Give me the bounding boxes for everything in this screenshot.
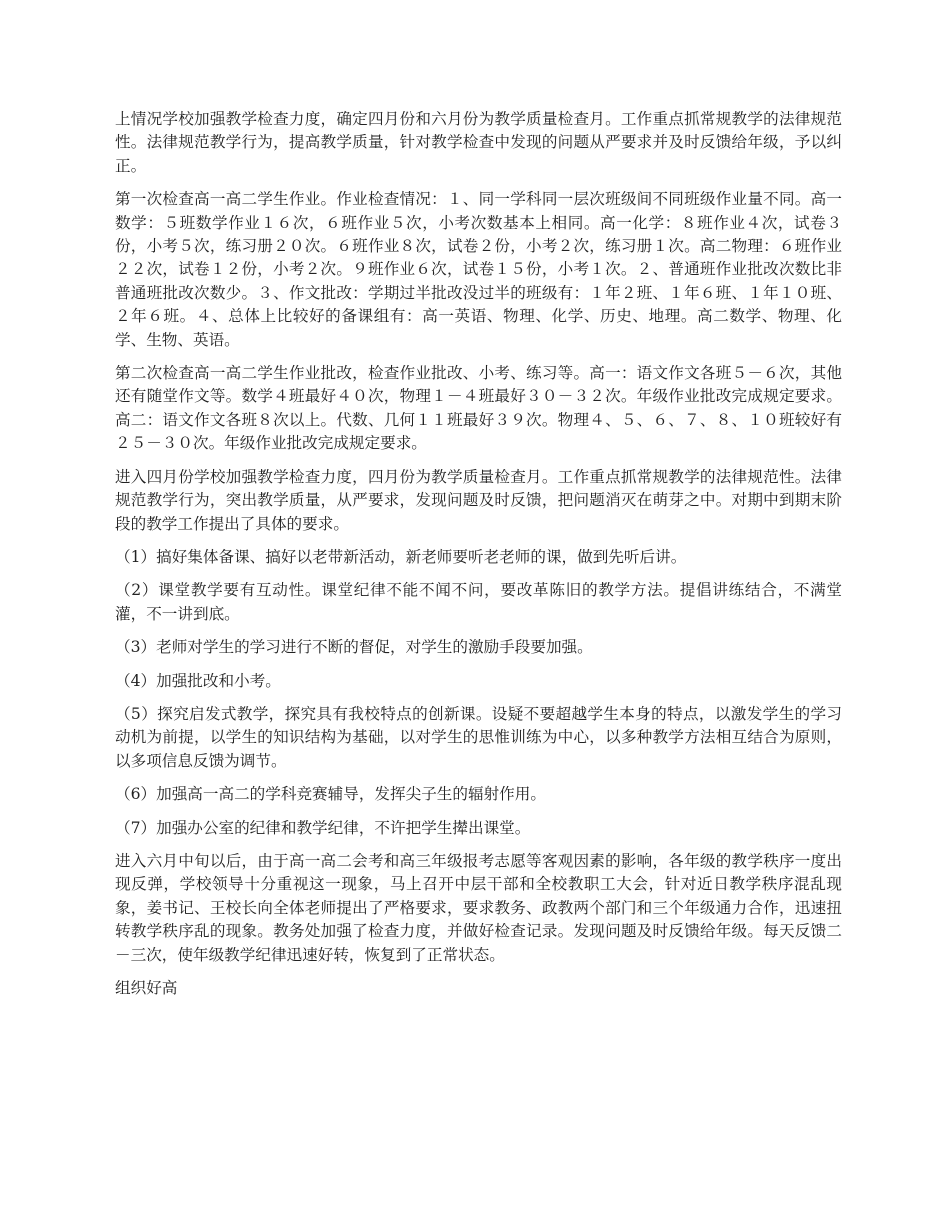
- paragraph-april-inspection: 进入四月份学校加强教学检查力度，四月份为教学质量检查月。工作重点抓常规教学的法律规范性。法律规范教学行为，突出教学质量，从严要求，发现问题及时反馈，把问题消灭在萌芽之中。对期中到期末阶段的教学工作提出了具体的要求。: [115, 467, 842, 533]
- requirement-item-3: （3）老师对学生的学习进行不断的督促，对学生的激励手段要加强。: [115, 638, 593, 657]
- paragraph-inspection-intro: 上情况学校加强教学检查力度，确定四月份和六月份为教学质量检查月。工作重点抓常规教学的法律规范性。法律规范教学行为，提高教学质量，针对教学检查中发现的问题从严要求并及时反馈给年级，予以纠正。: [115, 110, 842, 175]
- paragraph-trailing-fragment: 组织好高: [115, 979, 178, 997]
- requirement-item-5: （5）探究启发式教学，探究具有我校特点的创新课。设疑不要超越学生本身的特点，以激发学生的学习动机为前提，以学生的知识结构为基础，以对学生的思惟训练为中心，以多种教学方法相互结合为原则，以多项信息反馈为调节。: [115, 704, 842, 770]
- document-page: [115, 108, 842, 1010]
- requirement-item-7: （7）加强办公室的纪律和教学纪律，不许把学生撵出课堂。: [115, 818, 531, 837]
- requirement-item-1: （1）搞好集体备课、搞好以老带新活动，新老师要听老老师的课，做到先听后讲。: [115, 547, 687, 566]
- paragraph-first-inspection: 第一次检查高一高二学生作业。作业检查情况：１、同一学科同一层次班级间不同班级作业量不同。高一数学：５班数学作业１６次，６班作业５次，小考次数基本上相同。高一化学：８班作业４次，试卷３份，小考５次，练习册２０次。６班作业８次，试卷２份，小考２次，练习册１次。高二物理：６班作业２２次，试卷１２份，小考２次。９班作业６次，试卷１５份，小考１次。２、普通班作业批改次数比非普通班批改次数少。３、作文批改：学期过半批改没过半的班级有：１年２班、１年６班、１年１０班、２年６班。４、总体上比较好的备课组有：高一英语、物理、化学、历史、地理。高二数学、物理、化学、生物、英语。: [115, 190, 842, 349]
- paragraph-second-inspection: 第二次检查高一高二学生作业批改，检查作业批改、小考、练习等。高一：语文作文各班５－６次，其他还有随堂作文等。数学４班最好４０次，物理１－４班最好３０－３２次。年级作业批改完成规定要求。高二：语文作文各班８次以上。代数、几何１１班最好３９次。物理４、５、６、７、８、１０班较好有２５－３０次。年级作业批改完成规定要求。: [115, 364, 842, 453]
- requirement-item-4: （4）加强批改和小考。: [115, 671, 281, 690]
- requirement-item-6: （6）加强高一高二的学科竞赛辅导，发挥尖子生的辐射作用。: [115, 785, 546, 804]
- paragraph-june-discipline: 进入六月中旬以后，由于高一高二会考和高三年级报考志愿等客观因素的影响，各年级的教学秩序一度出现反弹，学校领导十分重视这一现象，马上召开中层干部和全校教职工大会，针对近日教学秩序混乱现象，姜书记、王校长向全体老师提出了严格要求，要求教务、政教两个部门和三个年级通力合作，迅速扭转教学秩序乱的现象。教务处加强了检查力度，并做好检查记录。发现问题及时反馈给年级。每天反馈二－三次，使年级教学纪律迅速好转，恢复到了正常状态。: [115, 851, 842, 964]
- requirement-item-2: （2）课堂教学要有互动性。课堂纪律不能不闻不问，要改革陈旧的教学方法。提倡讲练结合，不满堂灌，不一讲到底。: [115, 581, 842, 623]
